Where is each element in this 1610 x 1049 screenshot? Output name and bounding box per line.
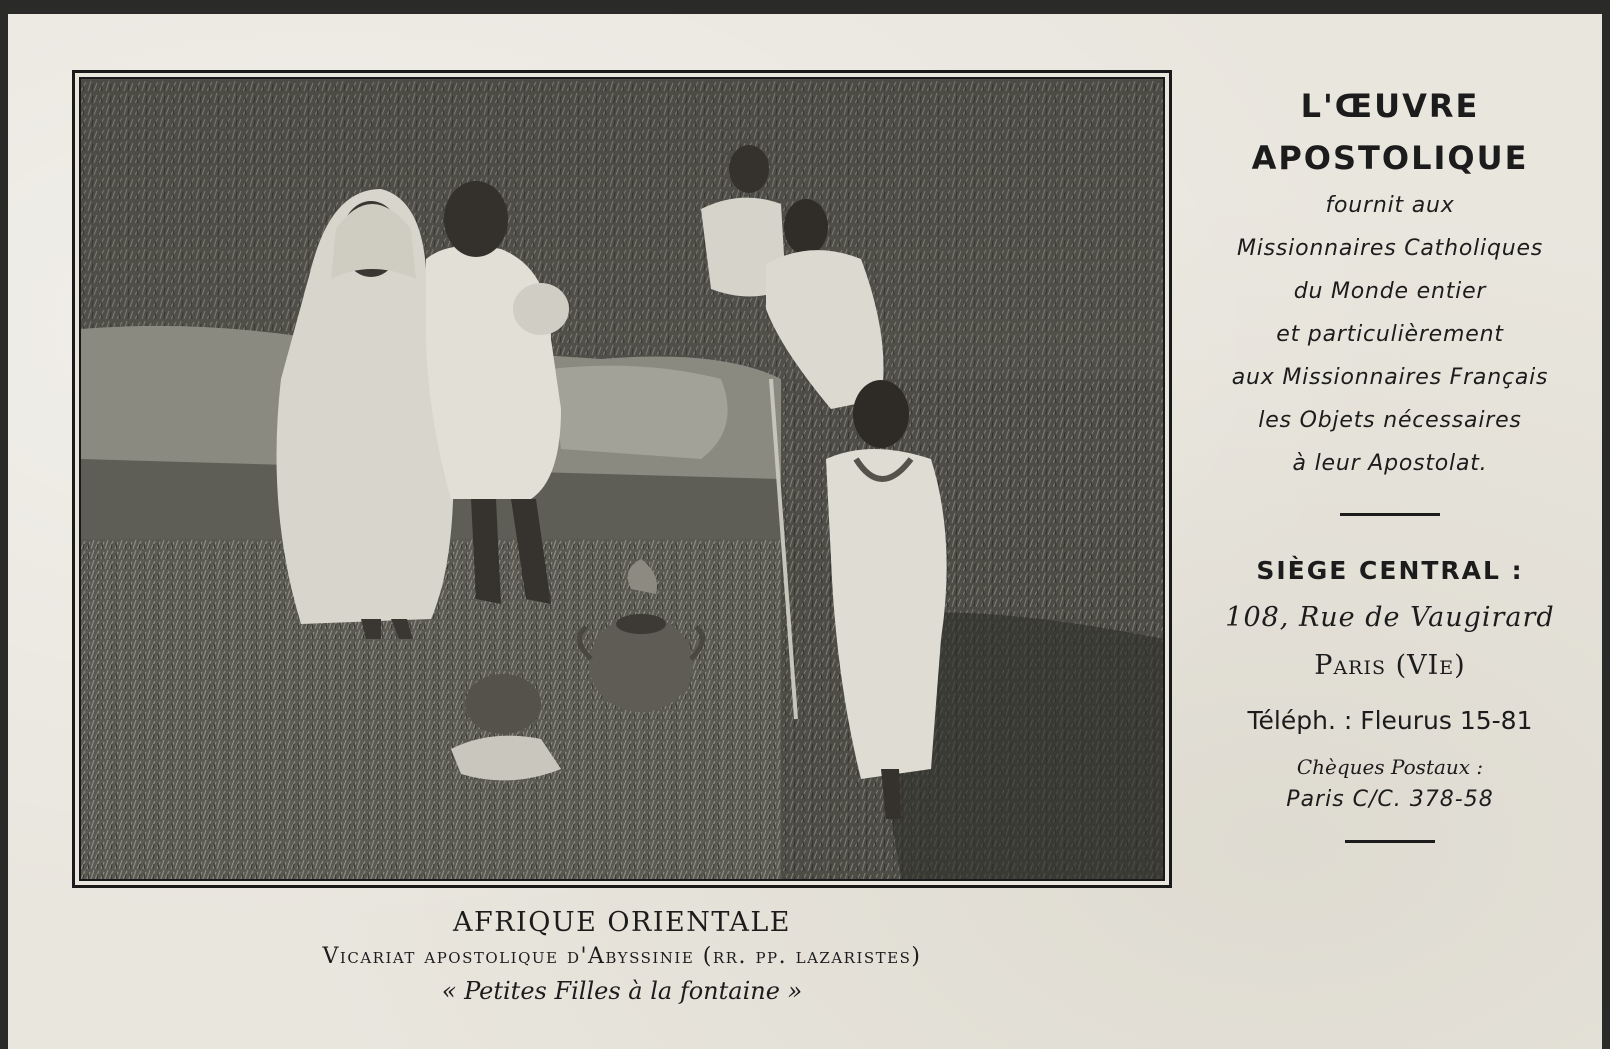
mission-line: fournit aux [1325, 193, 1455, 218]
phone: Téléph. : Fleurus 15-81 [1247, 706, 1533, 735]
photo-caption [72, 906, 1172, 1008]
siege-label: SIÈGE CENTRAL : [1256, 556, 1524, 585]
mission-line: aux Missionnaires Français [1231, 365, 1549, 390]
postcard [8, 14, 1602, 1049]
caption-vicariat: Vicariat apostolique d'Abyssinie (rr. pp. lazaristes) [322, 944, 922, 969]
caption-region: AFRIQUE ORIENTALE [452, 907, 792, 938]
mission-line: les Objets nécessaires [1258, 408, 1522, 433]
mission-line: du Monde entier [1293, 279, 1487, 304]
mission-line: Missionnaires Catholiques [1236, 236, 1544, 261]
caption-title: « Petites Filles à la fontaine » [441, 977, 803, 1005]
organization-panel [1190, 80, 1590, 875]
mission-line: à leur Apostolat. [1292, 451, 1488, 476]
city: Paris (VIe) [1314, 650, 1466, 681]
photo-frame [72, 70, 1172, 888]
org-title-line2: APOSTOLIQUE [1251, 139, 1529, 177]
photograph [79, 77, 1165, 881]
divider [1345, 840, 1435, 843]
cheques-label: Chèques Postaux : [1296, 755, 1484, 779]
divider [1340, 513, 1440, 516]
org-title-line1: L'ŒUVRE [1300, 87, 1480, 125]
photograph-icon [81, 79, 1164, 880]
mission-line: et particulièrement [1276, 322, 1504, 347]
address: 108, Rue de Vaugirard [1225, 602, 1555, 633]
cheques-value: Paris C/C. 378-58 [1286, 787, 1494, 812]
